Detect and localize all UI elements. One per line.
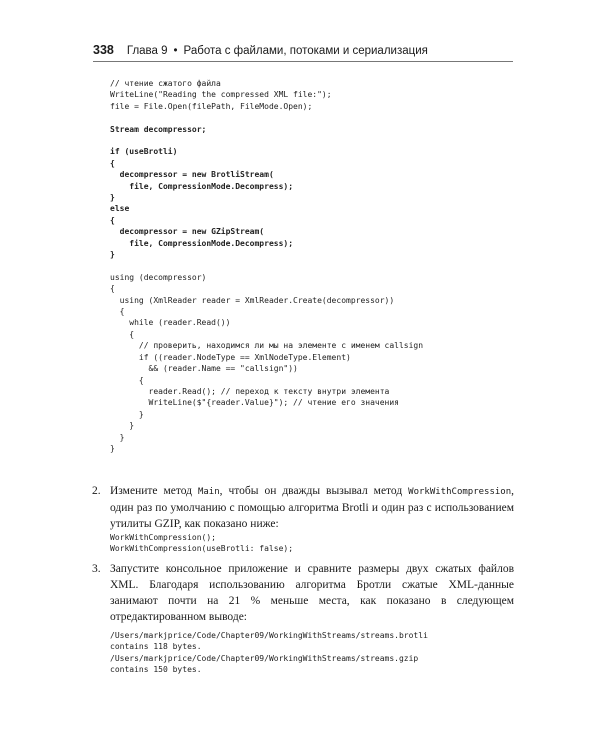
step-3-paragraph — [92, 561, 514, 625]
step-text — [110, 483, 514, 532]
code-line: } — [110, 250, 115, 260]
code-line: } — [110, 443, 115, 453]
code-line: WorkWithCompression(useBrotli: false); — [110, 544, 294, 554]
code-line: else — [110, 204, 130, 214]
code-line: while (reader.Read()) — [110, 318, 231, 328]
code-line: { — [110, 284, 115, 294]
code-line: { — [110, 307, 125, 317]
code-snippet-calls — [110, 532, 293, 555]
code-line: reader.Read(); // переход к тексту внутри элемента — [110, 386, 390, 396]
step-2-paragraph — [92, 483, 514, 532]
inline-code-main: Main — [197, 487, 220, 497]
code-line: file, CompressionMode.Decompress); — [110, 181, 294, 191]
code-line: } — [110, 432, 125, 442]
code-line: { — [110, 329, 135, 339]
step-number: 2. — [92, 485, 101, 497]
text-fragment: Измените метод — [110, 485, 198, 497]
running-header — [93, 43, 513, 57]
code-line: // чтение сжатого файла — [110, 79, 221, 88]
step-text: Запустите консольное приложение и сравните размеры двух сжатых файлов XML. Благодаря использованию алгоритма Бротли сжатые XML-данные занимают почти на 21 % меньше места, как показано в следующем отредактированном выводе: — [110, 563, 514, 623]
code-line: if (useBrotli) — [110, 147, 178, 157]
code-line: } — [110, 421, 135, 431]
code-line: } — [110, 193, 115, 203]
code-line: decompressor = new GZipStream( — [110, 227, 265, 237]
code-line: decompressor = new BrotliStream( — [110, 170, 274, 180]
step-number: 3. — [92, 563, 101, 575]
code-line: } — [110, 409, 144, 419]
code-line — [110, 112, 423, 123]
text-fragment: , один раз по умолчанию с помощью алгоритма Brotli и один раз с использованием утилиты GZIP, как показано ниже: — [110, 485, 514, 530]
code-line: && (reader.Name == "callsign")) — [110, 364, 298, 374]
code-line: using (XmlReader reader = XmlReader.Create(decompressor)) — [110, 295, 395, 305]
code-listing — [110, 78, 423, 454]
code-line: { — [110, 215, 115, 225]
code-line: WorkWithCompression(); — [110, 533, 216, 542]
page-number: 338 — [93, 43, 114, 57]
code-line: using (decompressor) — [110, 272, 207, 282]
code-line: // проверить, находимся ли мы на элементе с именем callsign — [110, 341, 424, 351]
code-line: file, CompressionMode.Decompress); — [110, 238, 294, 248]
inline-code-method: WorkWithCompression — [408, 487, 512, 497]
code-line: { — [110, 375, 144, 385]
code-line: WriteLine($"{reader.Value}"); // чтение его значения — [110, 398, 399, 408]
header-bullet: • — [173, 45, 178, 57]
chapter-title: Работа с файлами, потоками и сериализация — [183, 45, 428, 57]
code-line — [110, 260, 423, 271]
header-divider — [93, 61, 513, 62]
code-line: file = File.Open(filePath, FileMode.Open); — [110, 101, 313, 111]
code-line: { — [110, 158, 115, 168]
output-line: /Users/markjprice/Code/Chapter09/WorkingWithStreams/streams.brotli — [110, 631, 428, 640]
chapter-label: Глава 9 — [126, 45, 168, 57]
output-listing — [110, 630, 428, 676]
text-fragment: , чтобы он дважды вызывал метод — [219, 485, 409, 497]
code-line: WriteLine("Reading the compressed XML file:"); — [110, 90, 332, 100]
output-line: /Users/markjprice/Code/Chapter09/WorkingWithStreams/streams.gzip — [110, 653, 419, 663]
code-line: Stream decompressor; — [110, 124, 207, 134]
output-line: contains 118 bytes. — [110, 642, 202, 652]
output-line: contains 150 bytes. — [110, 665, 202, 675]
code-line: if ((reader.NodeType == XmlNodeType.Element) — [110, 352, 351, 362]
code-line — [110, 135, 423, 146]
